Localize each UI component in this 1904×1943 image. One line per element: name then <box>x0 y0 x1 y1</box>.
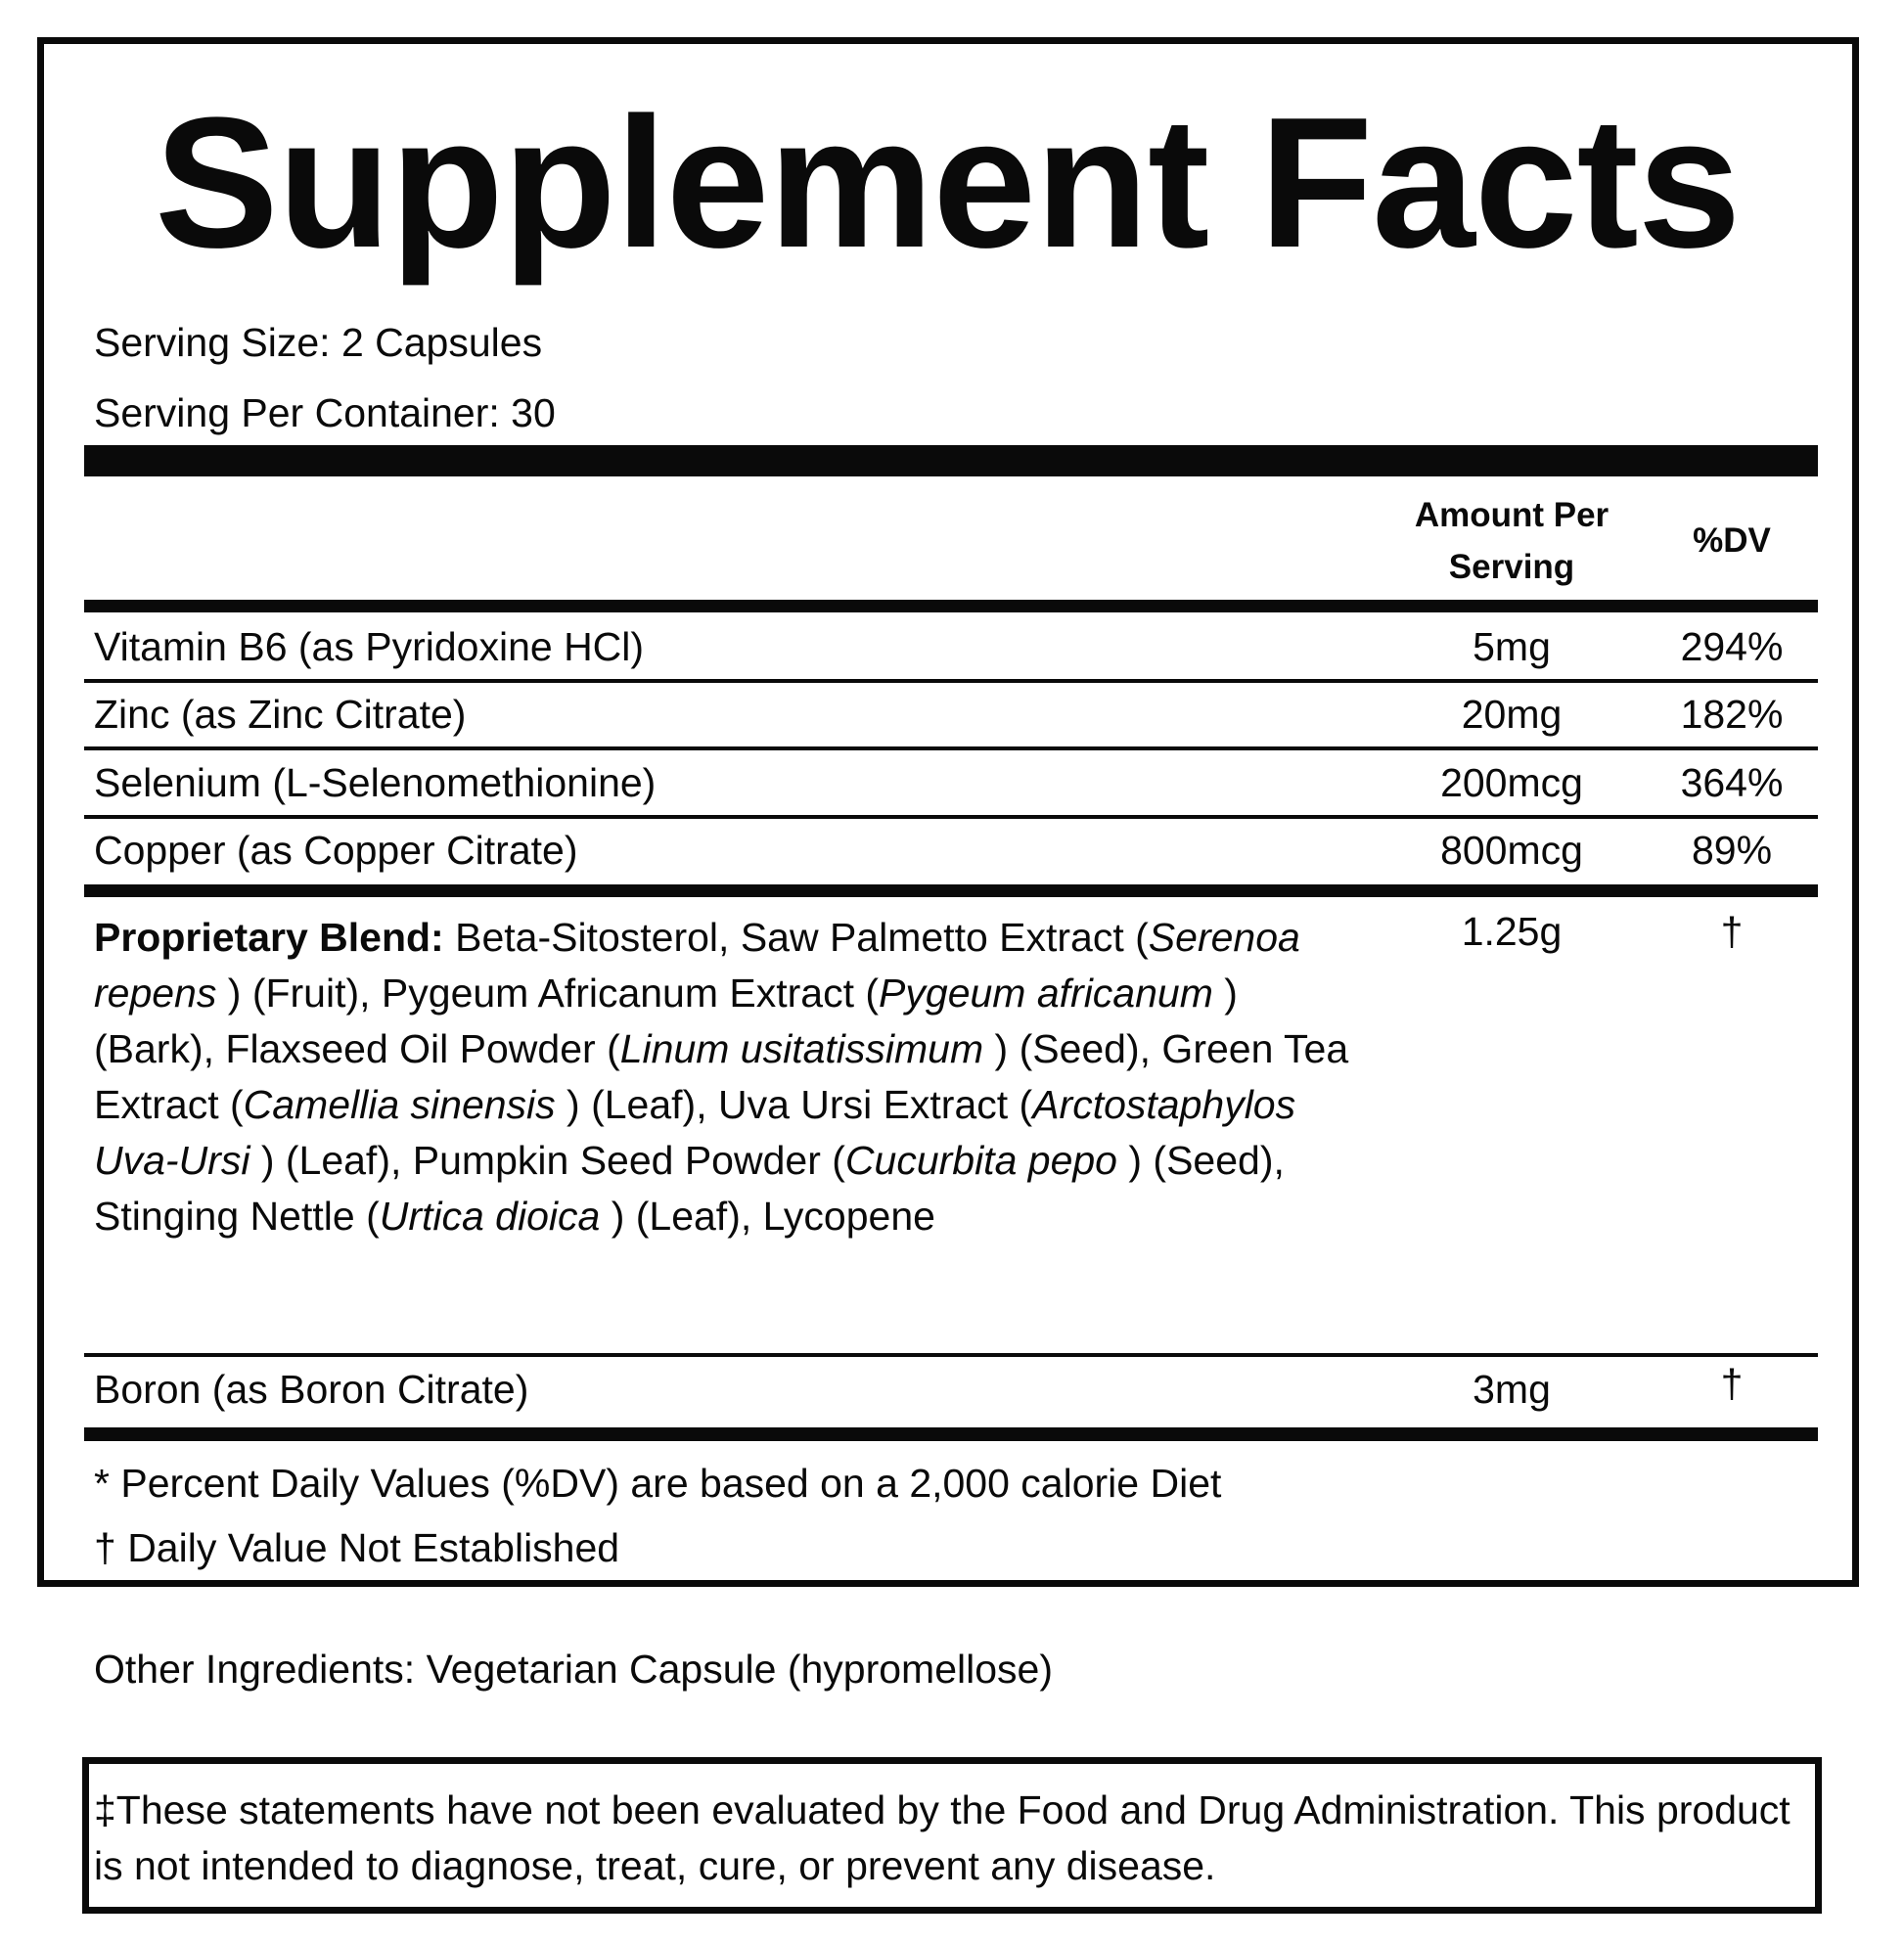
row-divider <box>84 1353 1818 1357</box>
nutrient-name: Vitamin B6 (as Pyridoxine HCl) <box>94 624 645 669</box>
latin-name: Pygeum africanum <box>879 971 1213 1016</box>
fda-disclaimer: ‡These statements have not been evaluated by the Food and Drug Administration. This product is not intended to diagnose, treat, cure, or prevent any disease. <box>94 1787 1791 1888</box>
nutrient-name: Boron (as Boron Citrate) <box>94 1367 529 1412</box>
blend-label: Proprietary Blend: <box>94 915 444 960</box>
blend-amount: 1.25g <box>1461 909 1563 954</box>
other-ingredients: Other Ingredients: Vegetarian Capsule (hypromellose) <box>94 1647 1053 1692</box>
footnote-dagger: † Daily Value Not Established <box>94 1525 620 1570</box>
nutrient-amount: 800mcg <box>1440 828 1583 873</box>
nutrient-dv: 294% <box>1680 624 1784 669</box>
thick-rule-top <box>84 445 1818 476</box>
footnote-dv: * Percent Daily Values (%DV) are based on a 2,000 calorie Diet <box>94 1461 1222 1506</box>
amount-per-serving-header <box>1370 489 1654 593</box>
header-rule <box>84 600 1818 612</box>
amount-header-line2: Serving <box>1448 548 1575 586</box>
row-divider <box>84 679 1818 683</box>
row-divider <box>84 746 1818 750</box>
latin-name: Linum usitatissimum <box>619 1026 984 1071</box>
blend-ingredients: Beta-Sitosterol, Saw Palmetto Extract (Serenoa repens ) (Fruit), Pygeum Africanum Extract (Pygeum africanum ) (Bark), Flaxseed Oil Powder (Linum usitatissimum ) (Seed), Green Tea Extract (Camellia sinensis ) (Leaf), Uva Ursi Extract (Arctostaphylos Uva-Ursi ) (Leaf), Pumpkin Seed Powder (Cucurbita pepo ) (Seed), Stinging Nettle (Urtica dioica ) (Leaf), Lycopene <box>94 915 1349 1239</box>
nutrient-amount: 3mg <box>1473 1367 1551 1412</box>
panel-title: Supplement Facts <box>155 79 1741 287</box>
latin-name: Urtica dioica <box>379 1194 601 1239</box>
amount-header-line1: Amount Per <box>1414 496 1609 534</box>
dv-header: %DV <box>1693 521 1771 560</box>
nutrient-name: Copper (as Copper Citrate) <box>94 828 578 873</box>
latin-name: Camellia sinensis <box>243 1082 556 1127</box>
blend-rule <box>84 884 1818 897</box>
nutrient-dv: 89% <box>1691 828 1773 873</box>
servings-per-container: Serving Per Container: 30 <box>94 390 556 435</box>
latin-name: Cucurbita pepo <box>844 1138 1117 1183</box>
serving-size: Serving Size: 2 Capsules <box>94 320 543 365</box>
latin-name: Arctostaphylos Uva-Ursi <box>94 1082 1296 1183</box>
nutrient-name: Zinc (as Zinc Citrate) <box>94 692 467 737</box>
nutrient-amount: 200mcg <box>1440 760 1583 805</box>
nutrient-name: Selenium (L-Selenomethionine) <box>94 760 657 805</box>
latin-name: Serenoa repens <box>94 915 1300 1016</box>
nutrient-amount: 20mg <box>1461 692 1563 737</box>
proprietary-blend <box>94 910 1366 1244</box>
blend-dv: † <box>1720 909 1744 954</box>
nutrient-dv: 364% <box>1680 760 1784 805</box>
nutrient-dv: 182% <box>1680 692 1784 737</box>
thick-rule-bottom <box>84 1427 1818 1441</box>
nutrient-amount: 5mg <box>1473 624 1551 669</box>
row-divider <box>84 815 1818 819</box>
nutrient-dv: † <box>1720 1361 1744 1406</box>
